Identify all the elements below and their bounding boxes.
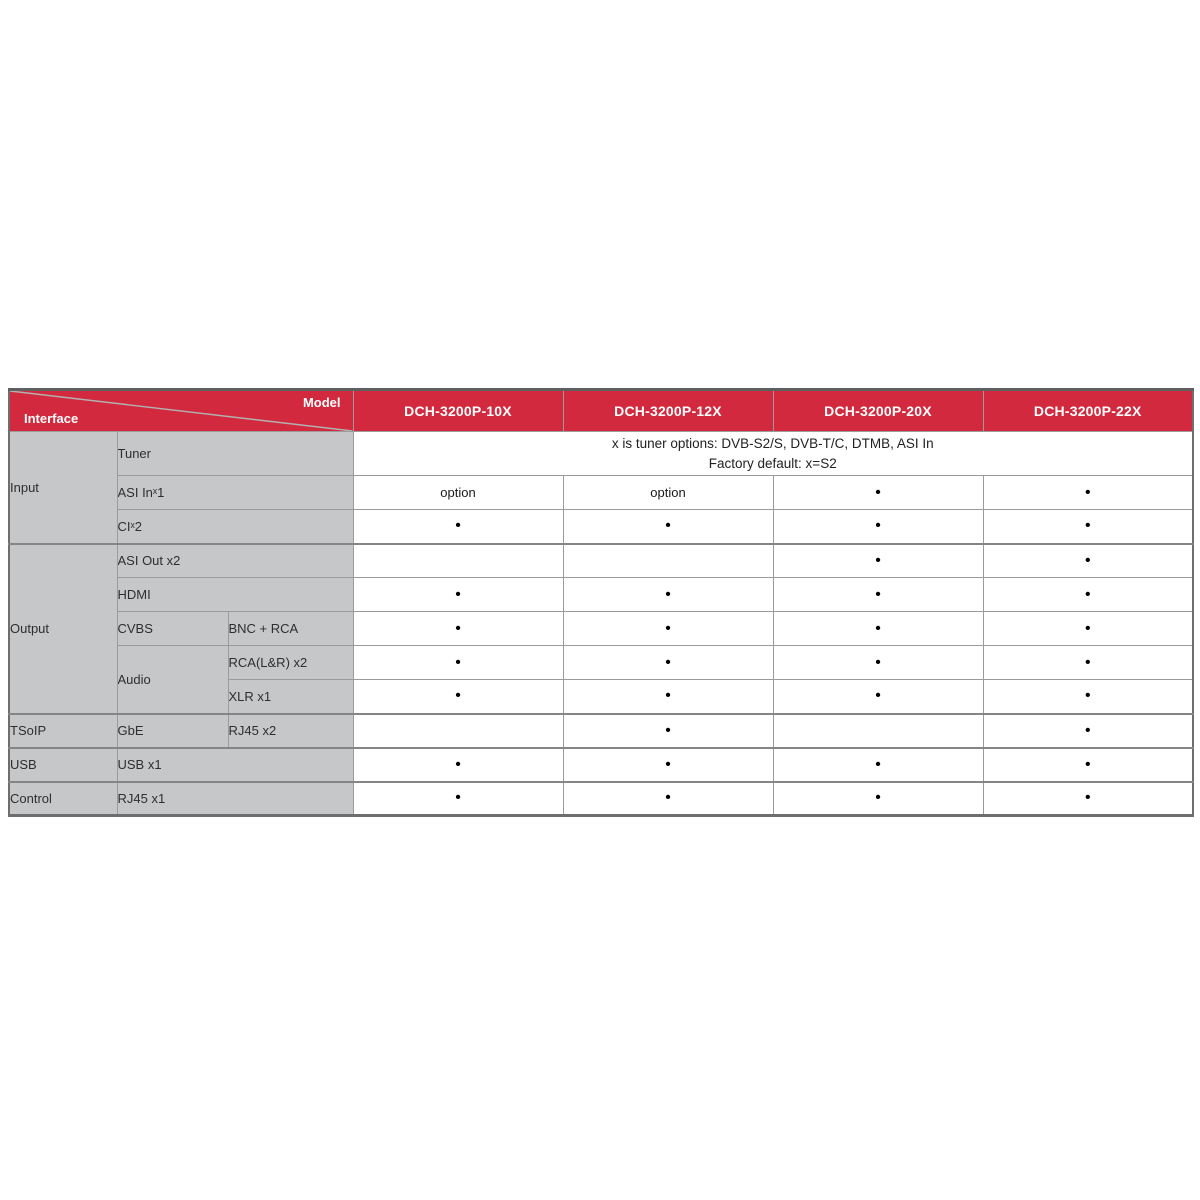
tuner-note-cell [353,432,1193,476]
cell-tsoip-12x: • [563,714,773,748]
cell-xlr-22x: • [983,680,1193,714]
cell-control-10x: • [353,782,563,816]
cell-usb-20x: • [773,748,983,782]
cell-cvbs-22x: • [983,612,1193,646]
spec-table [8,388,1192,817]
cell-asi-out-10x [353,544,563,578]
row-label-bnc-rca: BNC + RCA [228,612,353,646]
cell-cvbs-20x: • [773,612,983,646]
cell-control-12x: • [563,782,773,816]
row-tsoip [9,714,1193,748]
corner-interface-label: Interface [24,411,79,426]
model-header-22x: DCH-3200P-22X [983,390,1193,432]
row-tuner [9,432,1193,476]
cell-hdmi-22x: • [983,578,1193,612]
cell-asi-out-22x: • [983,544,1193,578]
tuner-note-line2: Factory default: x=S2 [708,455,837,471]
row-label-cvbs: CVBS [117,612,228,646]
cell-rca-12x: • [563,646,773,680]
row-label-tuner: Tuner [117,432,353,476]
cell-usb-22x: • [983,748,1193,782]
tuner-note-line1: x is tuner options: DVB-S2/S, DVB-T/C, DTMB, ASI In [611,435,934,451]
cell-tsoip-10x [353,714,563,748]
row-label-asi-in: ASI Inˣ1 [117,476,353,510]
cell-asi-in-20x: • [773,476,983,510]
cell-usb-12x: • [563,748,773,782]
cell-control-20x: • [773,782,983,816]
model-comparison-table [8,388,1194,817]
cell-tsoip-20x [773,714,983,748]
cell-asi-in-22x: • [983,476,1193,510]
model-header-12x: DCH-3200P-12X [563,390,773,432]
category-label-input: Input [9,432,117,544]
cell-ci-20x: • [773,510,983,544]
row-label-hdmi: HDMI [117,578,353,612]
row-cvbs [9,612,1193,646]
cell-ci-10x: • [353,510,563,544]
cell-tsoip-22x: • [983,714,1193,748]
cell-xlr-10x: • [353,680,563,714]
cell-rca-22x: • [983,646,1193,680]
cell-hdmi-20x: • [773,578,983,612]
cell-asi-in-12x: option [563,476,773,510]
row-usb [9,748,1193,782]
row-label-usb-x1: USB x1 [117,748,353,782]
row-label-asi-out: ASI Out x2 [117,544,353,578]
row-ci [9,510,1193,544]
cell-rca-20x: • [773,646,983,680]
header-row [9,390,1193,432]
corner-model-label: Model [302,395,341,410]
row-label-gbe: GbE [117,714,228,748]
cell-asi-out-12x [563,544,773,578]
cell-xlr-12x: • [563,680,773,714]
row-asi-out [9,544,1193,578]
cell-ci-12x: • [563,510,773,544]
row-label-audio: Audio [117,646,228,714]
cell-hdmi-12x: • [563,578,773,612]
row-hdmi [9,578,1193,612]
category-label-output: Output [9,544,117,714]
cell-asi-in-10x: option [353,476,563,510]
category-label-usb: USB [9,748,117,782]
cell-rca-10x: • [353,646,563,680]
cell-cvbs-12x: • [563,612,773,646]
row-rca [9,646,1193,680]
cell-xlr-20x: • [773,680,983,714]
category-label-tsoip: TSoIP [9,714,117,748]
cell-ci-22x: • [983,510,1193,544]
cell-cvbs-10x: • [353,612,563,646]
cell-hdmi-10x: • [353,578,563,612]
row-asi-in [9,476,1193,510]
cell-asi-out-20x: • [773,544,983,578]
row-label-rca: RCA(L&R) x2 [228,646,353,680]
row-label-rj45x2: RJ45 x2 [228,714,353,748]
row-label-rj45x1: RJ45 x1 [117,782,353,816]
row-label-xlr: XLR x1 [228,680,353,714]
row-control [9,782,1193,816]
cell-control-22x: • [983,782,1193,816]
model-header-10x: DCH-3200P-10X [353,390,563,432]
cell-usb-10x: • [353,748,563,782]
model-header-20x: DCH-3200P-20X [773,390,983,432]
category-label-control: Control [9,782,117,816]
row-label-ci: CIˣ2 [117,510,353,544]
corner-cell [9,390,353,432]
